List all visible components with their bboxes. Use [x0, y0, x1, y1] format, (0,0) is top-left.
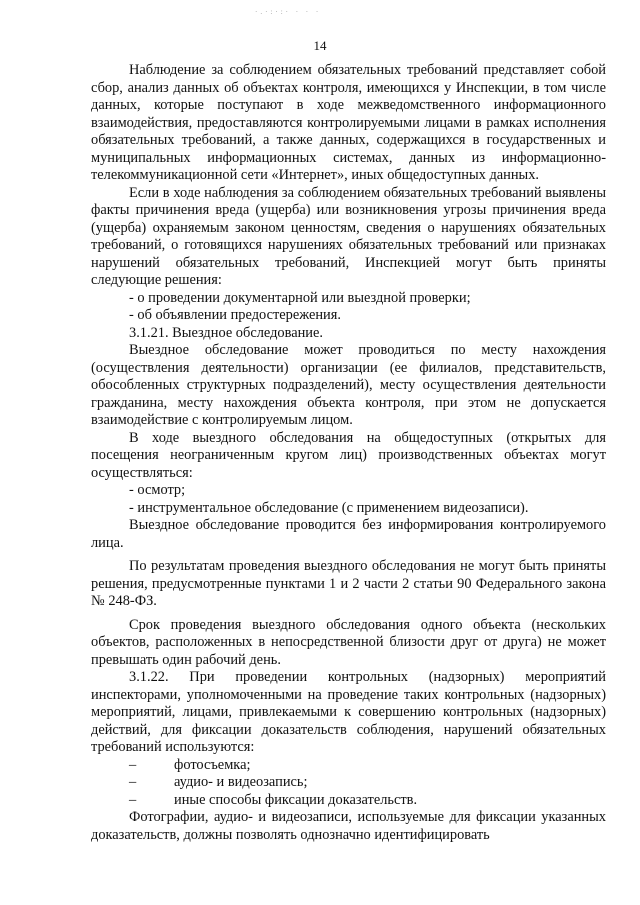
dash-list-item	[91, 757, 606, 775]
dash-list-text: фотосъемка;	[174, 756, 251, 773]
paragraph: По результатам проведения выездного обследования не могут быть приняты решения, предусмотренные пунктами 1 и 2 части 2 статьи 90 Федерального закона № 248-ФЗ.	[91, 558, 606, 609]
scan-artifact: ·.·:·:· · · ·	[255, 8, 322, 16]
paragraph: Фотографии, аудио- и видеозаписи, используемые для фиксации указанных доказательств, должны позволять однозначно идентифицировать	[91, 809, 606, 843]
paragraph: Если в ходе наблюдения за соблюдением обязательных требований выявлены факты причинения вреда (ущерба) или возникновения угрозы причинения вреда (ущерба) охраняемым законом ценностям, сведения о нарушениях обязательных требований, о готовящихся нарушениях обязательных требований или признаках нарушений обязательных требований, Инспекцией могут быть приняты следующие решения:	[91, 184, 606, 288]
dash-marker: –	[129, 756, 137, 773]
dash-list-text: аудио- и видеозапись;	[174, 774, 308, 790]
page-number: 14	[313, 38, 327, 53]
section-heading: 3.1.21. Выездное обследование.	[129, 324, 323, 341]
dash-marker: –	[129, 791, 137, 808]
list-item: - инструментальное обследование (с применением видеозаписи).	[129, 499, 529, 516]
document-body	[91, 62, 606, 844]
dash-list-text: иные способы фиксации доказательств.	[174, 791, 418, 808]
paragraph: Наблюдение за соблюдением обязательных требований представляет собой сбор, анализ данных об объектах контроля, имеющихся у Инспекции, в том числе данных, которые поступают в ходе межведомственного информационного взаимодействия, предоставляются контролируемыми лицами в рамках исполнения обязательных требований, а также данных, содержащихся в государственных и муниципальных информационных системах, данных из информационно-телекоммуникационной сети «Интернет», иных общедоступных данных.	[91, 62, 606, 183]
paragraph: Выездное обследование может проводиться по месту нахождения (осуществления деятельности) организации (ее филиалов, представительств, обособленных структурных подразделений), месту осуществления деятельности гражданина, месту нахождения объекта контроля, при этом не допускается взаимодействие с контролируемым лицом.	[91, 342, 606, 428]
dash-list-item	[91, 774, 606, 792]
list-item: - о проведении документарной или выездной проверки;	[129, 289, 471, 306]
list-item: - осмотр;	[129, 482, 186, 498]
dash-list-item	[91, 792, 606, 810]
list-item: - об объявлении предостережения.	[129, 307, 341, 323]
paragraph: В ходе выездного обследования на общедоступных (открытых для посещения неограниченным кругом лиц) производственных объектах могут осуществляться:	[91, 429, 606, 481]
dash-marker: –	[129, 774, 137, 790]
paragraph: Выездное обследование проводится без информирования контролируемого лица.	[91, 517, 606, 551]
paragraph: 3.1.22. При проведении контрольных (надзорных) мероприятий инспекторами, уполномоченными на проведение таких контрольных (надзорных) мероприятий, лицами, привлекаемыми к совершению контрольных (надзорных) действий, для фиксации доказательств соблюдения, нарушений обязательных требований используются:	[91, 669, 606, 755]
paragraph: Срок проведения выездного обследования одного объекта (нескольких объектов, расположенных в непосредственной близости друг от друга) не может превышать один рабочий день.	[91, 616, 606, 668]
